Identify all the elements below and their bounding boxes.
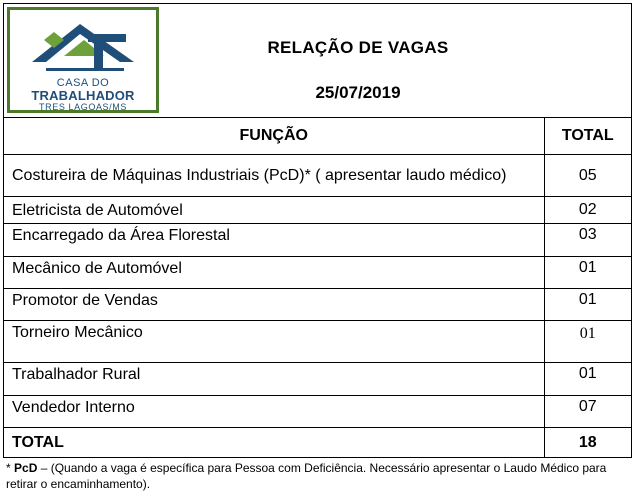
row-function: Costureira de Máquinas Industriais (PcD)* ( apresentar laudo médico) <box>4 155 544 197</box>
row-total: 01 <box>544 321 631 363</box>
footnote <box>6 460 636 492</box>
table-row <box>4 321 631 363</box>
table-row <box>4 155 631 197</box>
row-function: Encarregado da Área Florestal <box>4 224 544 257</box>
document-date: 25/07/2019 <box>315 83 401 102</box>
row-function: Torneiro Mecânico <box>4 321 544 363</box>
table-total-row <box>4 428 631 458</box>
table-row <box>4 289 631 321</box>
vacancy-sheet <box>3 3 632 458</box>
table-row <box>4 257 631 289</box>
row-function: Vendedor Interno <box>4 396 544 428</box>
row-total: 02 <box>544 197 631 224</box>
table-header-row <box>4 117 631 155</box>
logo-house-icon <box>24 16 142 76</box>
table-row <box>4 224 631 257</box>
row-function: Eletricista de Automóvel <box>4 197 544 224</box>
column-header-total: TOTAL <box>544 117 631 155</box>
total-label: TOTAL <box>4 428 544 458</box>
row-function: Mecânico de Automóvel <box>4 257 544 289</box>
total-value: 18 <box>544 428 631 458</box>
casa-do-trabalhador-logo <box>7 7 159 113</box>
footnote-pcd: PcD <box>14 461 38 475</box>
row-function: Promotor de Vendas <box>4 289 544 321</box>
column-header-function: FUNÇÃO <box>4 117 544 155</box>
footnote-text: – (Quando a vaga é específica para Pessoa com Deficiência. Necessário apresentar o Laudo Médico para retirar o encaminhamento). <box>6 461 607 491</box>
row-total: 05 <box>544 155 631 197</box>
table-row <box>4 363 631 396</box>
row-total: 03 <box>544 224 631 257</box>
row-total: 01 <box>544 289 631 321</box>
row-total: 01 <box>544 363 631 396</box>
logo-text-city: TRES LAGOAS/MS <box>39 102 127 112</box>
row-total: 01 <box>544 257 631 289</box>
vacancy-table <box>4 117 631 458</box>
table-row <box>4 396 631 428</box>
row-total: 07 <box>544 396 631 428</box>
logo-text-trabalhador: TRABALHADOR <box>31 88 135 103</box>
footnote-prefix: * <box>6 461 15 475</box>
row-function: Trabalhador Rural <box>4 363 544 396</box>
header <box>4 4 631 118</box>
table-row <box>4 197 631 224</box>
logo-text-casa-do: CASA DO <box>56 77 110 89</box>
document-title: RELAÇÃO DE VAGAS <box>267 38 449 57</box>
